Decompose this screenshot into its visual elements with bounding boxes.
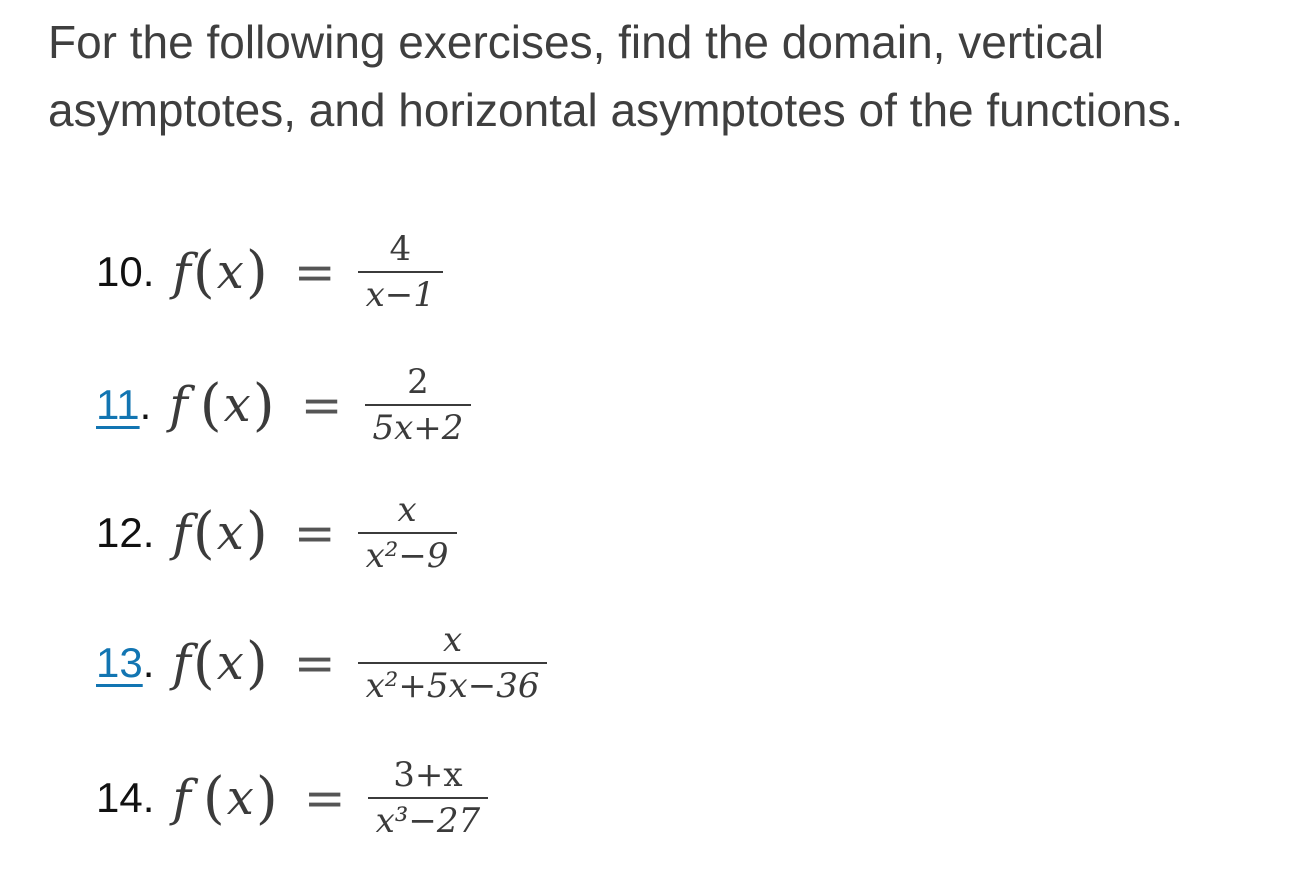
instructions-text: For the following exercises, find the domain, vertical asymptotes, and horizontal asymptotes of the functions.: [48, 16, 1184, 136]
numerator: 2: [407, 362, 429, 402]
function-expression: f ( x ) = $\frac{2}{5x+2}$: [169, 362, 471, 448]
numerator: 3+x: [393, 755, 463, 795]
exercise-number: 11 .: [96, 381, 152, 428]
exercise-number: 10 .: [96, 248, 155, 295]
exercise-number: 14 .: [96, 774, 155, 821]
denominator: x²−9: [365, 536, 449, 576]
exercise-13: [96, 613, 547, 713]
exercise-number: 13 .: [96, 639, 155, 686]
exercise-11: [96, 355, 471, 455]
function-expression: f ( x ) = $\frac{3+x}{\text{x³−27}}$: [172, 755, 488, 841]
function-expression: f ( x ) = $\frac{x}{\text{x²+5x−36}}$: [172, 620, 547, 706]
fraction: [358, 490, 457, 576]
exercise-11-link[interactable]: 11: [96, 381, 140, 428]
denominator: 5x+2: [372, 408, 464, 448]
numerator: 4: [389, 229, 412, 269]
fraction: [358, 229, 443, 315]
denominator: x³−27: [375, 801, 481, 841]
fraction: [358, 620, 548, 706]
fraction: [368, 755, 489, 841]
denominator: x²+5x−36: [365, 666, 540, 706]
numerator: x: [442, 620, 463, 660]
function-expression: f ( x ) = $\frac{x}{\text{x²−9}}$: [172, 490, 456, 576]
numerator: x: [397, 490, 417, 530]
fraction: [365, 362, 472, 448]
exercise-number: 12 .: [96, 509, 155, 556]
exercise-14: [96, 748, 488, 848]
denominator: x−1: [365, 275, 435, 315]
function-expression: f ( x ) = $\frac{4}{x-1}$: [172, 229, 443, 315]
exercise-10: [96, 222, 443, 322]
exercise-12: [96, 483, 457, 583]
exercise-13-link[interactable]: 13: [96, 639, 143, 686]
